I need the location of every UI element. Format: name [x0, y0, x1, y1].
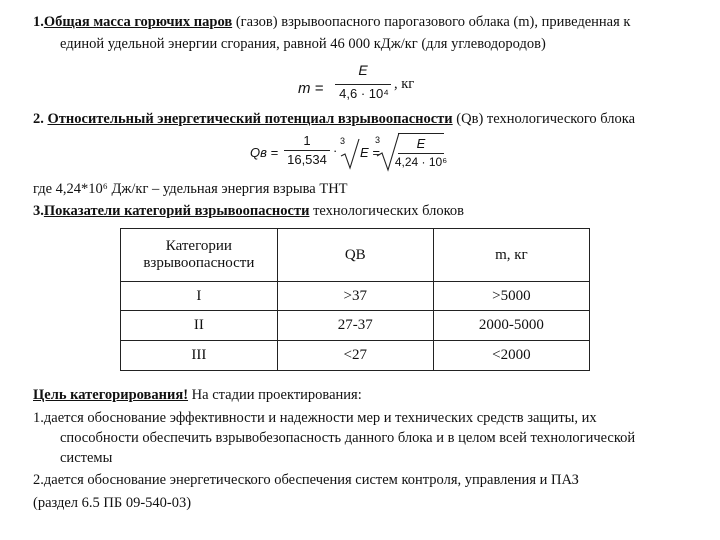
section-1-number: 1. [33, 14, 44, 30]
table-cell-qb: <27 [277, 341, 433, 371]
section-1-title: Общая масса горючих паров [43, 14, 233, 30]
table-cell-category: I [121, 282, 278, 311]
formula-potential-denominator1: 16,534 [287, 152, 327, 167]
formula-potential-dot: · [333, 143, 338, 158]
goal-intro: На стадии проектирования: [188, 387, 362, 403]
section-3-title: Показатели категорий взрывоопасности [43, 203, 310, 219]
formula-potential-denominator2: 4,24 · 10⁶ [394, 155, 448, 169]
formula-mass-fraction-line [335, 84, 391, 85]
section-1-text-line1: (газов) взрывоопасного парогазового облака (m), приведенная к [232, 14, 631, 30]
table-cell-qb: 27-37 [277, 311, 433, 341]
formula-potential-fraction-line2 [398, 153, 444, 154]
section-1-text-line2: единой удельной энергии сгорания, равной 46 000 кДж/кг (для углеводородов) [60, 36, 546, 52]
section-3-number: 3. [33, 203, 44, 219]
table-header-category: Категории взрывоопасности [121, 229, 278, 282]
table-cell-category: III [121, 341, 278, 371]
section-1-heading [33, 14, 630, 31]
formula-potential-fraction-line1 [284, 150, 330, 151]
table-row [121, 341, 590, 371]
table-row [121, 311, 590, 341]
tnt-energy-note: где 4,24*10⁶ Дж/кг – удельная энергия взрыва ТНТ [33, 181, 348, 197]
goal-item-1-line2: способности обеспечить взрывобезопасность данного блока и в целом всей технологической [60, 430, 636, 446]
section-3-heading [33, 203, 464, 220]
goal-reference: (раздел 6.5 ПБ 09-540-03) [33, 495, 192, 511]
formula-mass-numerator: E [358, 62, 368, 78]
section-2-heading [33, 111, 635, 128]
table-cell-qb: >37 [277, 282, 433, 311]
formula-potential-numerator1: 1 [303, 133, 311, 148]
formula-potential-root-content: E = [360, 145, 380, 160]
table-header-qb: QB [277, 229, 433, 282]
table-cell-category: II [121, 311, 278, 341]
goal-heading [33, 387, 362, 404]
formula-potential-root-index2: 3 [375, 135, 381, 145]
formula-mass-denominator: 4,6 · 10⁴ [339, 86, 389, 101]
goal-item-2: 2.дается обоснование энергетического обеспечения систем контроля, управления и ПАЗ [33, 472, 579, 488]
goal-title: Цель категорирования! [33, 387, 189, 403]
formula-potential-root-sign [340, 138, 360, 170]
table-cell-mass: >5000 [433, 282, 589, 311]
section-2-text-suffix: (Qв) технологического блока [452, 111, 636, 127]
table-header-row [121, 229, 590, 282]
formula-potential-numerator2: E [416, 136, 426, 151]
section-3-text-suffix: технологических блоков [309, 203, 465, 219]
formula-potential-lhs: Qв = [250, 145, 279, 160]
table-cell-mass: 2000-5000 [433, 311, 589, 341]
section-2-number: 2. [33, 111, 44, 127]
table-row [121, 282, 590, 311]
goal-item-1-line3: системы [60, 450, 113, 466]
table-header-mass: m, кг [433, 229, 589, 282]
category-table [120, 228, 590, 371]
goal-item-1-line1: 1.дается обоснование эффективности и надежности мер и технических средств защиты, их [33, 410, 597, 426]
formula-mass-lhs: m = [298, 80, 324, 97]
formula-potential-root-bar [398, 133, 444, 134]
section-2-title: Относительный энергетический потенциал взрывоопасности [47, 111, 453, 127]
formula-mass-unit: , кг [394, 76, 415, 92]
formula-potential-root-index: 3 [340, 136, 346, 146]
table-cell-mass: <2000 [433, 341, 589, 371]
